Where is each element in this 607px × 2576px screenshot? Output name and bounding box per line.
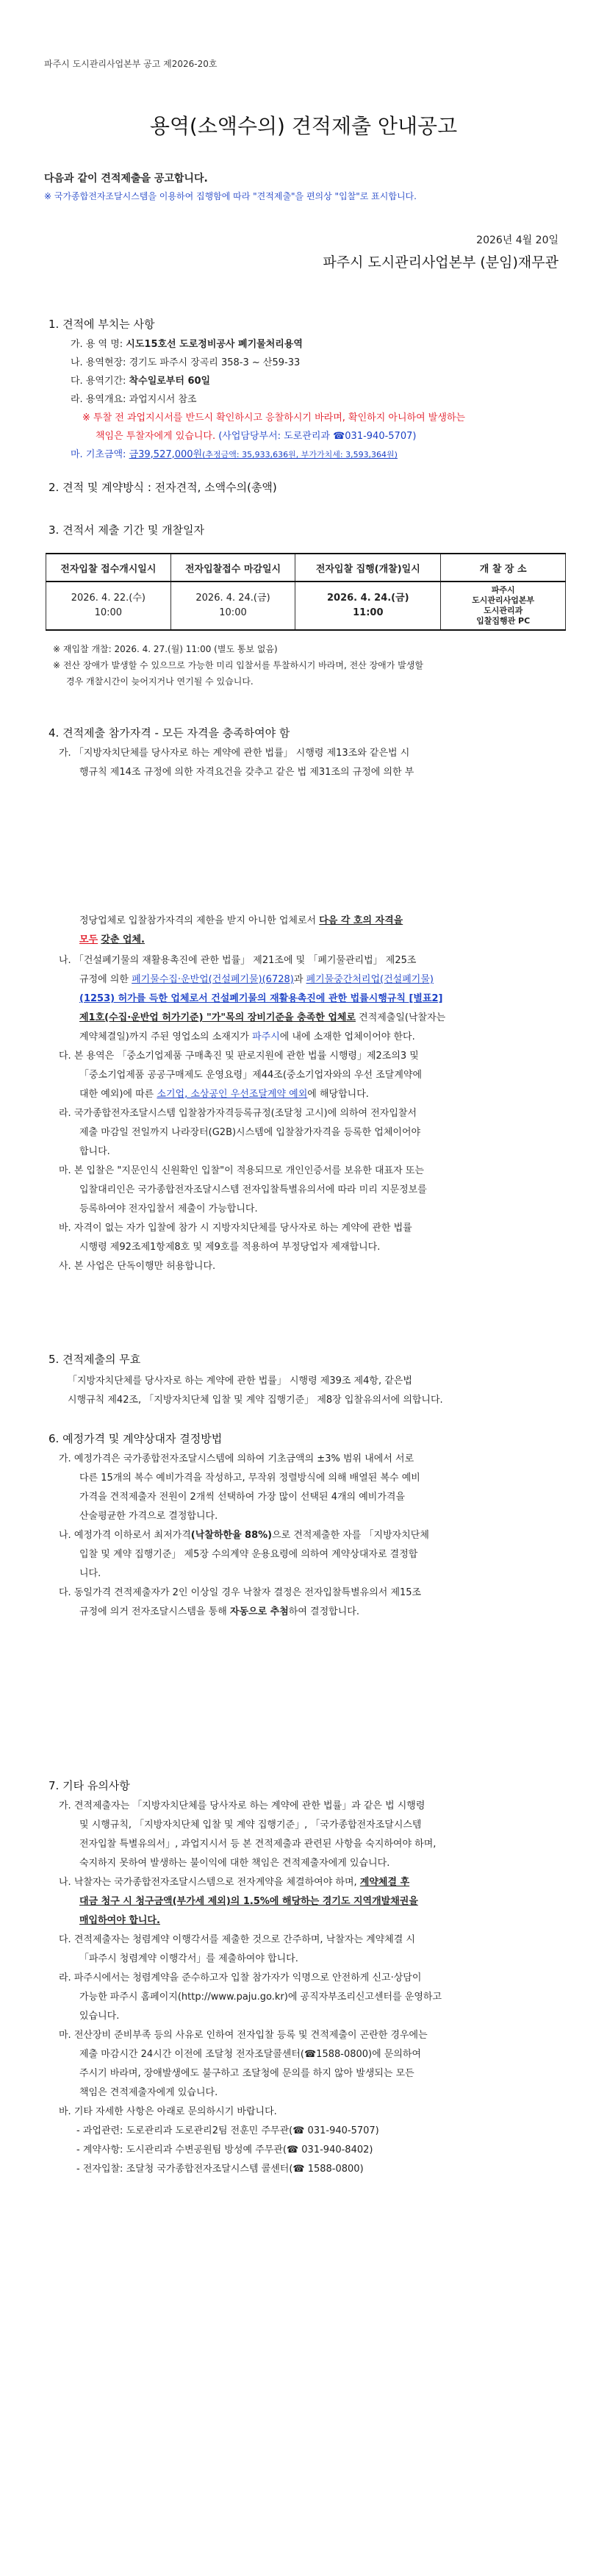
contact-ebid: - 전자입찰: 조달청 국가종합전자조달시스템 콜센터(☎ 1588-0800) (76, 2164, 364, 2175)
qualification-a-cont: 정당업체로 입찰참가자격의 제한을 받지 아니한 업체로서 다음 각 호의 자격을 모두 갖춘 업체. (79, 915, 403, 945)
section-4-heading: 4. 견적제출 참가자격 - 모든 자격을 충족하여야 함 (49, 726, 290, 740)
cell-close: 2026. 4. 24.(금) 10:00 (170, 582, 295, 630)
qualification-a: 가. 「지방자치단체를 당사자로 하는 계약에 관한 법률」 시행령 제13조와 같은법 시 행규칙 제14조 규정에 의한 자격요건을 갖추고 같은 법 제31조의 규정에 의한 부 (59, 748, 414, 778)
schedule-table (46, 553, 566, 631)
contact-task: - 과업관련: 도로관리과 도로관리2팀 전훈민 주무관(☎ 031-940-5707) (76, 2125, 379, 2136)
item-site: 나. 용역현장: 경기도 파주시 장곡리 358-3 ~ 산59-33 (71, 357, 301, 368)
warning-note: ※ 투찰 전 과업지시서를 반드시 확인하시고 응찰하시기 바라며, 확인하지 아니하여 발생하는 책임은 투찰자에게 있습니다. (사업담당부서: 도로관리과 ☎031-940-5707) (82, 412, 465, 442)
section-5-heading: 5. 견적제출의 무효 (49, 1353, 141, 1366)
section-7-heading: 7. 기타 유의사항 (49, 1779, 130, 1792)
section-3-heading: 3. 견적서 제출 기간 및 개찰일자 (49, 523, 205, 537)
col-place: 개 찰 장 소 (441, 554, 566, 582)
contact-contract: - 계약사항: 도시관리과 수변공원팀 방성예 주무관(☎ 031-940-8402) (76, 2144, 373, 2155)
item-overview: 라. 용역개요: 과업지시서 참조 (71, 394, 197, 405)
schedule-notes: ※ 재입찰 개찰: 2026. 4. 27.(월) 11:00 (별도 통보 없음) ※ 전산 장애가 발생할 수 있으므로 가능한 미리 입찰서를 투찰하시기 바라며, 전산 장애가 발생할 경우 개찰시간이 늦어지거나 연기될 수 있습니다. (53, 644, 423, 687)
cell-place: 파주시 도시관리사업본부 도시관리과 입찰집행관 PC (441, 582, 566, 630)
lead-text: 다음과 같이 견적제출을 공고합니다. (44, 173, 208, 185)
section-1-body (71, 335, 570, 464)
notes-body: 가. 견적제출자는 「지방자치단체를 당사자로 하는 계약에 관한 법률」과 같은 법 시행령 및 시행규칙, 「지방자치단체 입찰 및 계약 집행기준」, 「국가종합전자조달시스템 전자입찰 특별유의서」, 과업지시서 등 본 견적제출과 관련된 사항을 숙지하여야 하며, 숙지하지 못하여 발생하는 불이익에 대한 책임은 견적제출자에게 있습니다. 나. 낙찰자는 국가종합전자조달시스템으로 전자계약을 체결하여야 하며, 계약체결 후 대금 청구 시 청구금액(부가세 제외)의 1.5%에 해당하는 경기도 지역개발채권을 매입하여야 합니다. 다. 견적제출자는 청렴계약 이행각서를 제출한 것으로 간주하며, 낙찰자는 계약체결 시 「파주시 청렴계약 이행각서」를 제출하여야 합니다. 라. 파주시에서는 청렴계약을 준수하고자 입찰 참가자가 익명으로 안전하게 신고·상담이 가능한 파주시 홈페이지(http://www.paju.go.kr)에 공직자부조리신고센터를 운영하고 있습니다. 마. 전산장비 준비부족 등의 사유로 인하여 전자입찰 등록 및 견적제출이 곤란한 경우에는 제출 마감시간 24시간 이전에 조달청 전자조달콜센터(☎1588-0800)에 문의하여 주시기 바라며, 장애발생에도 불구하고 조달청에 문의를 하지 않아 발생되는 모든 책임은 견적제출자에게 있습니다. 바. 기타 자세한 사항은 아래로 문의하시기 바랍니다. - 과업관련: 도로관리과 도로관리2팀 전훈민 주무관(☎ 031-940-5707) - 계약사항: 도시관리과 수변공원팀 방성예 주무관(☎ 031-940-8402) - 전자입찰: 조달청 국가종합전자조달시스템 콜센터(☎ 1588-0800) (59, 1797, 566, 2179)
organization-name: 파주시 도시관리사업본부 (분임)재무관 (323, 254, 558, 271)
col-close: 전자입찰접수 마감일시 (170, 554, 295, 582)
section-1-heading: 1. 견적에 부치는 사항 (49, 318, 155, 331)
item-service-name: 가. 용 역 명: 시도15호선 도로정비공사 폐기물처리용역 (71, 339, 303, 350)
notice-date: 2026년 4월 20일 (476, 235, 558, 246)
col-open: 전자입찰 접수개시일시 (46, 554, 171, 582)
schedule-row (46, 582, 566, 630)
col-opening: 전자입찰 집행(개찰)일시 (295, 554, 441, 582)
section-6-heading: 6. 예정가격 및 계약상대자 결정방법 (49, 1432, 223, 1445)
pricing-body: 가. 예정가격은 국가종합전자조달시스템에 의하여 기초금액의 ±3% 범위 내에서 서로 다른 15개의 복수 예비가격을 작성하고, 무작위 정렬방식에 의해 배열된 복수 예비 가격을 견적제출자 전원이 2개씩 선택하여 가장 많이 선택된 4개의 예비가격을 산술평균한 가격으로 결정합니다. 나. 예정가격 이하로서 최저가격(낙찰하한율 88%)으로 견적제출한 자를 「지방자치단체 입찰 및 계약 집행기준」 제5장 수의계약 운용요령에 의하여 계약상대자로 결정합 니다. 다. 동일가격 견적제출자가 2인 이상일 경우 낙찰자 결정은 전자입찰특별유의서 제15조 규정에 의거 전자조달시스템을 통해 자동으로 추첨하여 결정합니다. (59, 1453, 429, 1617)
invalidity-body: 「지방자치단체를 당사자로 하는 계약에 관한 법률」 시행령 제39조 제4항, 같은법 시행규칙 제42조, 「지방자치단체 입찰 및 계약 집행기준」 제8장 입찰유의서에 의합니다. (68, 1375, 443, 1406)
section-2-heading: 2. 견적 및 계약방식 : 전자견적, 소액수의(총액) (49, 481, 277, 494)
cell-open: 2026. 4. 22.(수) 10:00 (46, 582, 171, 630)
cell-opening: 2026. 4. 24.(금) 11:00 (295, 582, 441, 630)
schedule-header-row (46, 554, 566, 582)
star-note: ※ 국가종합전자조달시스템을 이용하여 집행함에 따라 "견적제출"을 편의상 "입찰"로 표시합니다. (44, 191, 417, 201)
item-period: 다. 용역기간: 착수일로부터 60일 (71, 376, 211, 387)
qualification-rest: 나. 「건설폐기물의 재활용촉진에 관한 법률」 제21조에 및 「폐기물관리법」 제25조 규정에 의한 폐기물수집·운반업(건설폐기물)(6728)과 폐기물중간처리업(건설폐기물) (1253) 허가를 득한 업체로서 건설폐기물의 재활용촉진에 관한 법률시행규칙 [별표2] 제1호(수집·운반업 허가기준) "가"목의 장비기준을 충족한 업체로 견적제출일(낙찰자는 계약체결일)까지 주된 영업소의 소재지가 파주시에 내에 소재한 업체이어야 한다. 다. 본 용역은 「중소기업제품 구매촉진 및 판로지원에 관한 법률 시행령」제2조의3 및 「중소기업제품 공공구매제도 운영요령」제44조(중소기업자와의 우선 조달계약에 대한 예외)에 따른 소기업, 소상공인 우선조달계약 예외에 해당합니다. 라. 국가종합전자조달시스템 입찰참가자격등록규정(조달청 고시)에 의하여 전자입찰서 제출 마감일 전일까지 나라장터(G2B)시스템에 입찰참가자격을 등록한 업체이어야 합니다. 마. 본 입찰은 "지문인식 신원확인 입찰"이 적용되므로 개인인증서를 보유한 대표자 또는 입찰대리인은 국가종합전자조달시스템 전자입찰특별유의서에 따라 미리 지문정보를 등록하여야 전자입찰서 제출이 가능합니다. 바. 자격이 없는 자가 입찰에 참가 시 지방자치단체를 당사자로 하는 계약에 관한 법률 시행령 제92조제1항제8호 및 제9호를 적용하여 부정당업자 제재합니다. 사. 본 사업은 단독이행만 허용합니다. (59, 955, 446, 1272)
page-title: 용역(소액수의) 견적제출 안내공고 (149, 114, 458, 138)
item-base-price: 마. 기초금액: 금39,527,000원(추정금액: 35,933,636원, 부가가치세: 3,593,364원) (71, 449, 398, 460)
document-number: 파주시 도시관리사업본부 공고 제2026-20호 (44, 59, 218, 69)
